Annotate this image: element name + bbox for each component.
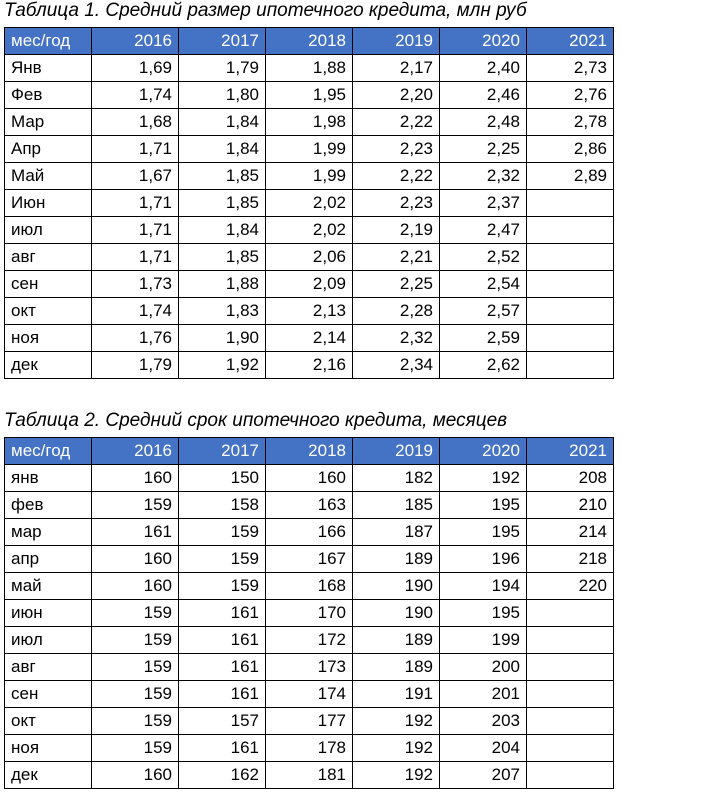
table-cell: 2,25 xyxy=(353,271,440,298)
table-cell: 2,09 xyxy=(266,271,353,298)
table-cell: 1,74 xyxy=(92,82,179,109)
table-cell xyxy=(527,271,614,298)
header-cell-year: 2018 xyxy=(266,438,353,465)
table-cell: 190 xyxy=(353,600,440,627)
table-row xyxy=(5,681,614,708)
table-cell: 158 xyxy=(179,492,266,519)
row-label-month: Мар xyxy=(5,109,92,136)
table-cell: 2,23 xyxy=(353,136,440,163)
row-label-month: янв xyxy=(5,465,92,492)
table-cell: 1,79 xyxy=(92,352,179,379)
table-cell: 159 xyxy=(92,492,179,519)
header-cell-year: 2016 xyxy=(92,438,179,465)
table-cell: 192 xyxy=(353,708,440,735)
table-row xyxy=(5,492,614,519)
row-label-month: мар xyxy=(5,519,92,546)
table-cell: 1,73 xyxy=(92,271,179,298)
table1-caption: Таблица 1. Средний размер ипотечного кредита, млн руб xyxy=(4,0,527,21)
table-cell: 1,90 xyxy=(179,325,266,352)
row-label-month: авг xyxy=(5,654,92,681)
table-cell: 207 xyxy=(440,762,527,789)
row-label-month: июн xyxy=(5,600,92,627)
table-cell: 2,89 xyxy=(527,163,614,190)
table-cell: 159 xyxy=(92,708,179,735)
table-cell: 1,71 xyxy=(92,244,179,271)
header-cell-year: 2019 xyxy=(353,28,440,55)
table-cell: 1,88 xyxy=(179,271,266,298)
table-cell: 190 xyxy=(353,573,440,600)
table-cell: 2,78 xyxy=(527,109,614,136)
table-cell: 168 xyxy=(266,573,353,600)
table-cell: 200 xyxy=(440,654,527,681)
table-cell: 162 xyxy=(179,762,266,789)
table-cell: 2,25 xyxy=(440,136,527,163)
table-row xyxy=(5,190,614,217)
table-cell: 204 xyxy=(440,735,527,762)
header-row xyxy=(5,28,614,55)
table-cell: 189 xyxy=(353,654,440,681)
header-cell-year: 2016 xyxy=(92,28,179,55)
table-row xyxy=(5,735,614,762)
table-cell: 174 xyxy=(266,681,353,708)
table-cell: 1,79 xyxy=(179,55,266,82)
row-label-month: Июн xyxy=(5,190,92,217)
table-cell: 2,22 xyxy=(353,163,440,190)
row-label-month: дек xyxy=(5,352,92,379)
table-cell: 1,99 xyxy=(266,163,353,190)
table-cell: 1,84 xyxy=(179,136,266,163)
table-cell: 192 xyxy=(353,762,440,789)
table-cell: 1,92 xyxy=(179,352,266,379)
table-cell: 159 xyxy=(92,681,179,708)
table-cell: 2,32 xyxy=(440,163,527,190)
table-cell: 1,80 xyxy=(179,82,266,109)
table-cell: 2,17 xyxy=(353,55,440,82)
table-cell: 1,71 xyxy=(92,190,179,217)
table-cell xyxy=(527,244,614,271)
table-cell: 2,19 xyxy=(353,217,440,244)
header-cell-year: 2021 xyxy=(527,438,614,465)
header-cell-year: 2021 xyxy=(527,28,614,55)
row-label-month: фев xyxy=(5,492,92,519)
header-cell-year: 2020 xyxy=(440,28,527,55)
table-cell: 2,32 xyxy=(353,325,440,352)
table-cell: 2,47 xyxy=(440,217,527,244)
table-cell: 2,02 xyxy=(266,217,353,244)
table-cell xyxy=(527,600,614,627)
row-label-month: ноя xyxy=(5,735,92,762)
table-row xyxy=(5,627,614,654)
table-cell: 2,73 xyxy=(527,55,614,82)
table-cell: 195 xyxy=(440,519,527,546)
table-cell: 195 xyxy=(440,492,527,519)
table-row xyxy=(5,163,614,190)
mortgage-term-table xyxy=(4,437,614,789)
table-cell: 178 xyxy=(266,735,353,762)
table-cell: 208 xyxy=(527,465,614,492)
table-cell: 1,98 xyxy=(266,109,353,136)
table-cell: 161 xyxy=(179,735,266,762)
table-cell xyxy=(527,762,614,789)
table-row xyxy=(5,136,614,163)
table-cell: 182 xyxy=(353,465,440,492)
table-cell: 2,59 xyxy=(440,325,527,352)
table-cell: 161 xyxy=(179,681,266,708)
table-cell: 185 xyxy=(353,492,440,519)
table-cell: 2,16 xyxy=(266,352,353,379)
table-cell: 2,34 xyxy=(353,352,440,379)
table-cell xyxy=(527,681,614,708)
table-cell: 161 xyxy=(92,519,179,546)
table-row xyxy=(5,244,614,271)
table-cell: 192 xyxy=(440,465,527,492)
table-cell: 2,20 xyxy=(353,82,440,109)
table-cell: 2,57 xyxy=(440,298,527,325)
row-label-month: Май xyxy=(5,163,92,190)
table-cell: 191 xyxy=(353,681,440,708)
table-cell: 1,71 xyxy=(92,217,179,244)
row-label-month: окт xyxy=(5,708,92,735)
table-cell: 1,84 xyxy=(179,109,266,136)
table-cell: 189 xyxy=(353,546,440,573)
table-cell: 172 xyxy=(266,627,353,654)
table-row xyxy=(5,708,614,735)
table-cell: 163 xyxy=(266,492,353,519)
table-cell: 1,85 xyxy=(179,244,266,271)
row-label-month: дек xyxy=(5,762,92,789)
table-cell: 160 xyxy=(92,465,179,492)
table-cell: 1,85 xyxy=(179,190,266,217)
table-cell: 1,84 xyxy=(179,217,266,244)
mortgage-size-table xyxy=(4,27,614,379)
table-cell xyxy=(527,217,614,244)
table-cell xyxy=(527,298,614,325)
table-cell: 2,14 xyxy=(266,325,353,352)
table-cell xyxy=(527,654,614,681)
table-cell: 167 xyxy=(266,546,353,573)
table-cell: 157 xyxy=(179,708,266,735)
table-row xyxy=(5,55,614,82)
header-row xyxy=(5,438,614,465)
table-cell: 2,54 xyxy=(440,271,527,298)
table-cell: 1,85 xyxy=(179,163,266,190)
table-row xyxy=(5,109,614,136)
table-row xyxy=(5,271,614,298)
table-cell: 159 xyxy=(92,735,179,762)
table-body xyxy=(5,55,614,379)
header-cell-year: 2017 xyxy=(179,438,266,465)
table-cell xyxy=(527,190,614,217)
row-label-month: июл xyxy=(5,217,92,244)
table-cell: 173 xyxy=(266,654,353,681)
table-row xyxy=(5,546,614,573)
table-cell: 1,76 xyxy=(92,325,179,352)
table-cell: 177 xyxy=(266,708,353,735)
table-cell: 2,48 xyxy=(440,109,527,136)
header-cell-year: 2019 xyxy=(353,438,440,465)
table-cell xyxy=(527,708,614,735)
table-row xyxy=(5,762,614,789)
table-cell: 159 xyxy=(179,546,266,573)
table-row xyxy=(5,298,614,325)
table-cell: 1,67 xyxy=(92,163,179,190)
row-label-month: окт xyxy=(5,298,92,325)
row-label-month: Апр xyxy=(5,136,92,163)
table-cell: 196 xyxy=(440,546,527,573)
table-cell xyxy=(527,352,614,379)
table-cell: 181 xyxy=(266,762,353,789)
table-cell xyxy=(527,627,614,654)
table-row xyxy=(5,352,614,379)
table-cell: 1,83 xyxy=(179,298,266,325)
table-cell: 2,22 xyxy=(353,109,440,136)
table-cell: 159 xyxy=(92,627,179,654)
table-cell: 159 xyxy=(179,519,266,546)
header-cell-year: 2018 xyxy=(266,28,353,55)
table-cell: 201 xyxy=(440,681,527,708)
table-cell: 2,40 xyxy=(440,55,527,82)
table-cell: 2,52 xyxy=(440,244,527,271)
table-row xyxy=(5,573,614,600)
table-cell: 1,71 xyxy=(92,136,179,163)
table-body xyxy=(5,465,614,789)
table-cell: 194 xyxy=(440,573,527,600)
table-cell: 1,95 xyxy=(266,82,353,109)
table-row xyxy=(5,465,614,492)
header-cell-year: 2020 xyxy=(440,438,527,465)
table2-caption: Таблица 2. Средний срок ипотечного кредита, месяцев xyxy=(4,410,508,431)
table-cell: 2,13 xyxy=(266,298,353,325)
row-label-month: ноя xyxy=(5,325,92,352)
table-cell: 203 xyxy=(440,708,527,735)
table-header xyxy=(5,438,614,465)
table-cell: 1,88 xyxy=(266,55,353,82)
table-cell: 192 xyxy=(353,735,440,762)
table-cell: 160 xyxy=(92,762,179,789)
table-cell: 160 xyxy=(266,465,353,492)
table-cell: 159 xyxy=(92,600,179,627)
table-cell: 2,06 xyxy=(266,244,353,271)
row-label-month: июл xyxy=(5,627,92,654)
table-cell: 160 xyxy=(92,546,179,573)
table-cell: 1,74 xyxy=(92,298,179,325)
table-cell: 150 xyxy=(179,465,266,492)
table-cell: 161 xyxy=(179,627,266,654)
table-cell: 1,68 xyxy=(92,109,179,136)
table-row xyxy=(5,519,614,546)
row-label-month: сен xyxy=(5,681,92,708)
table-cell: 2,21 xyxy=(353,244,440,271)
row-label-month: апр xyxy=(5,546,92,573)
table-cell: 2,62 xyxy=(440,352,527,379)
table-cell: 199 xyxy=(440,627,527,654)
table-cell: 161 xyxy=(179,654,266,681)
table-cell: 1,99 xyxy=(266,136,353,163)
table-cell: 2,28 xyxy=(353,298,440,325)
row-label-month: авг xyxy=(5,244,92,271)
row-label-month: Фев xyxy=(5,82,92,109)
table-cell: 195 xyxy=(440,600,527,627)
table-cell: 159 xyxy=(179,573,266,600)
table-cell xyxy=(527,735,614,762)
row-label-month: май xyxy=(5,573,92,600)
table-cell: 2,02 xyxy=(266,190,353,217)
table-header xyxy=(5,28,614,55)
table-cell: 189 xyxy=(353,627,440,654)
table-cell: 170 xyxy=(266,600,353,627)
table-row xyxy=(5,325,614,352)
table-cell: 166 xyxy=(266,519,353,546)
row-label-month: Янв xyxy=(5,55,92,82)
table-cell: 161 xyxy=(179,600,266,627)
table-cell: 220 xyxy=(527,573,614,600)
header-cell-month-year: мес/год xyxy=(5,438,92,465)
table-row xyxy=(5,654,614,681)
header-cell-year: 2017 xyxy=(179,28,266,55)
table-cell: 187 xyxy=(353,519,440,546)
table-row xyxy=(5,600,614,627)
table-cell: 210 xyxy=(527,492,614,519)
table-cell xyxy=(527,325,614,352)
row-label-month: сен xyxy=(5,271,92,298)
table-cell: 2,37 xyxy=(440,190,527,217)
table-row xyxy=(5,82,614,109)
table-cell: 159 xyxy=(92,654,179,681)
table-row xyxy=(5,217,614,244)
table-cell: 214 xyxy=(527,519,614,546)
table-cell: 1,69 xyxy=(92,55,179,82)
table-cell: 2,86 xyxy=(527,136,614,163)
table-cell: 218 xyxy=(527,546,614,573)
table-cell: 2,76 xyxy=(527,82,614,109)
table-cell: 160 xyxy=(92,573,179,600)
header-cell-month-year: мес/год xyxy=(5,28,92,55)
table-cell: 2,23 xyxy=(353,190,440,217)
table-cell: 2,46 xyxy=(440,82,527,109)
